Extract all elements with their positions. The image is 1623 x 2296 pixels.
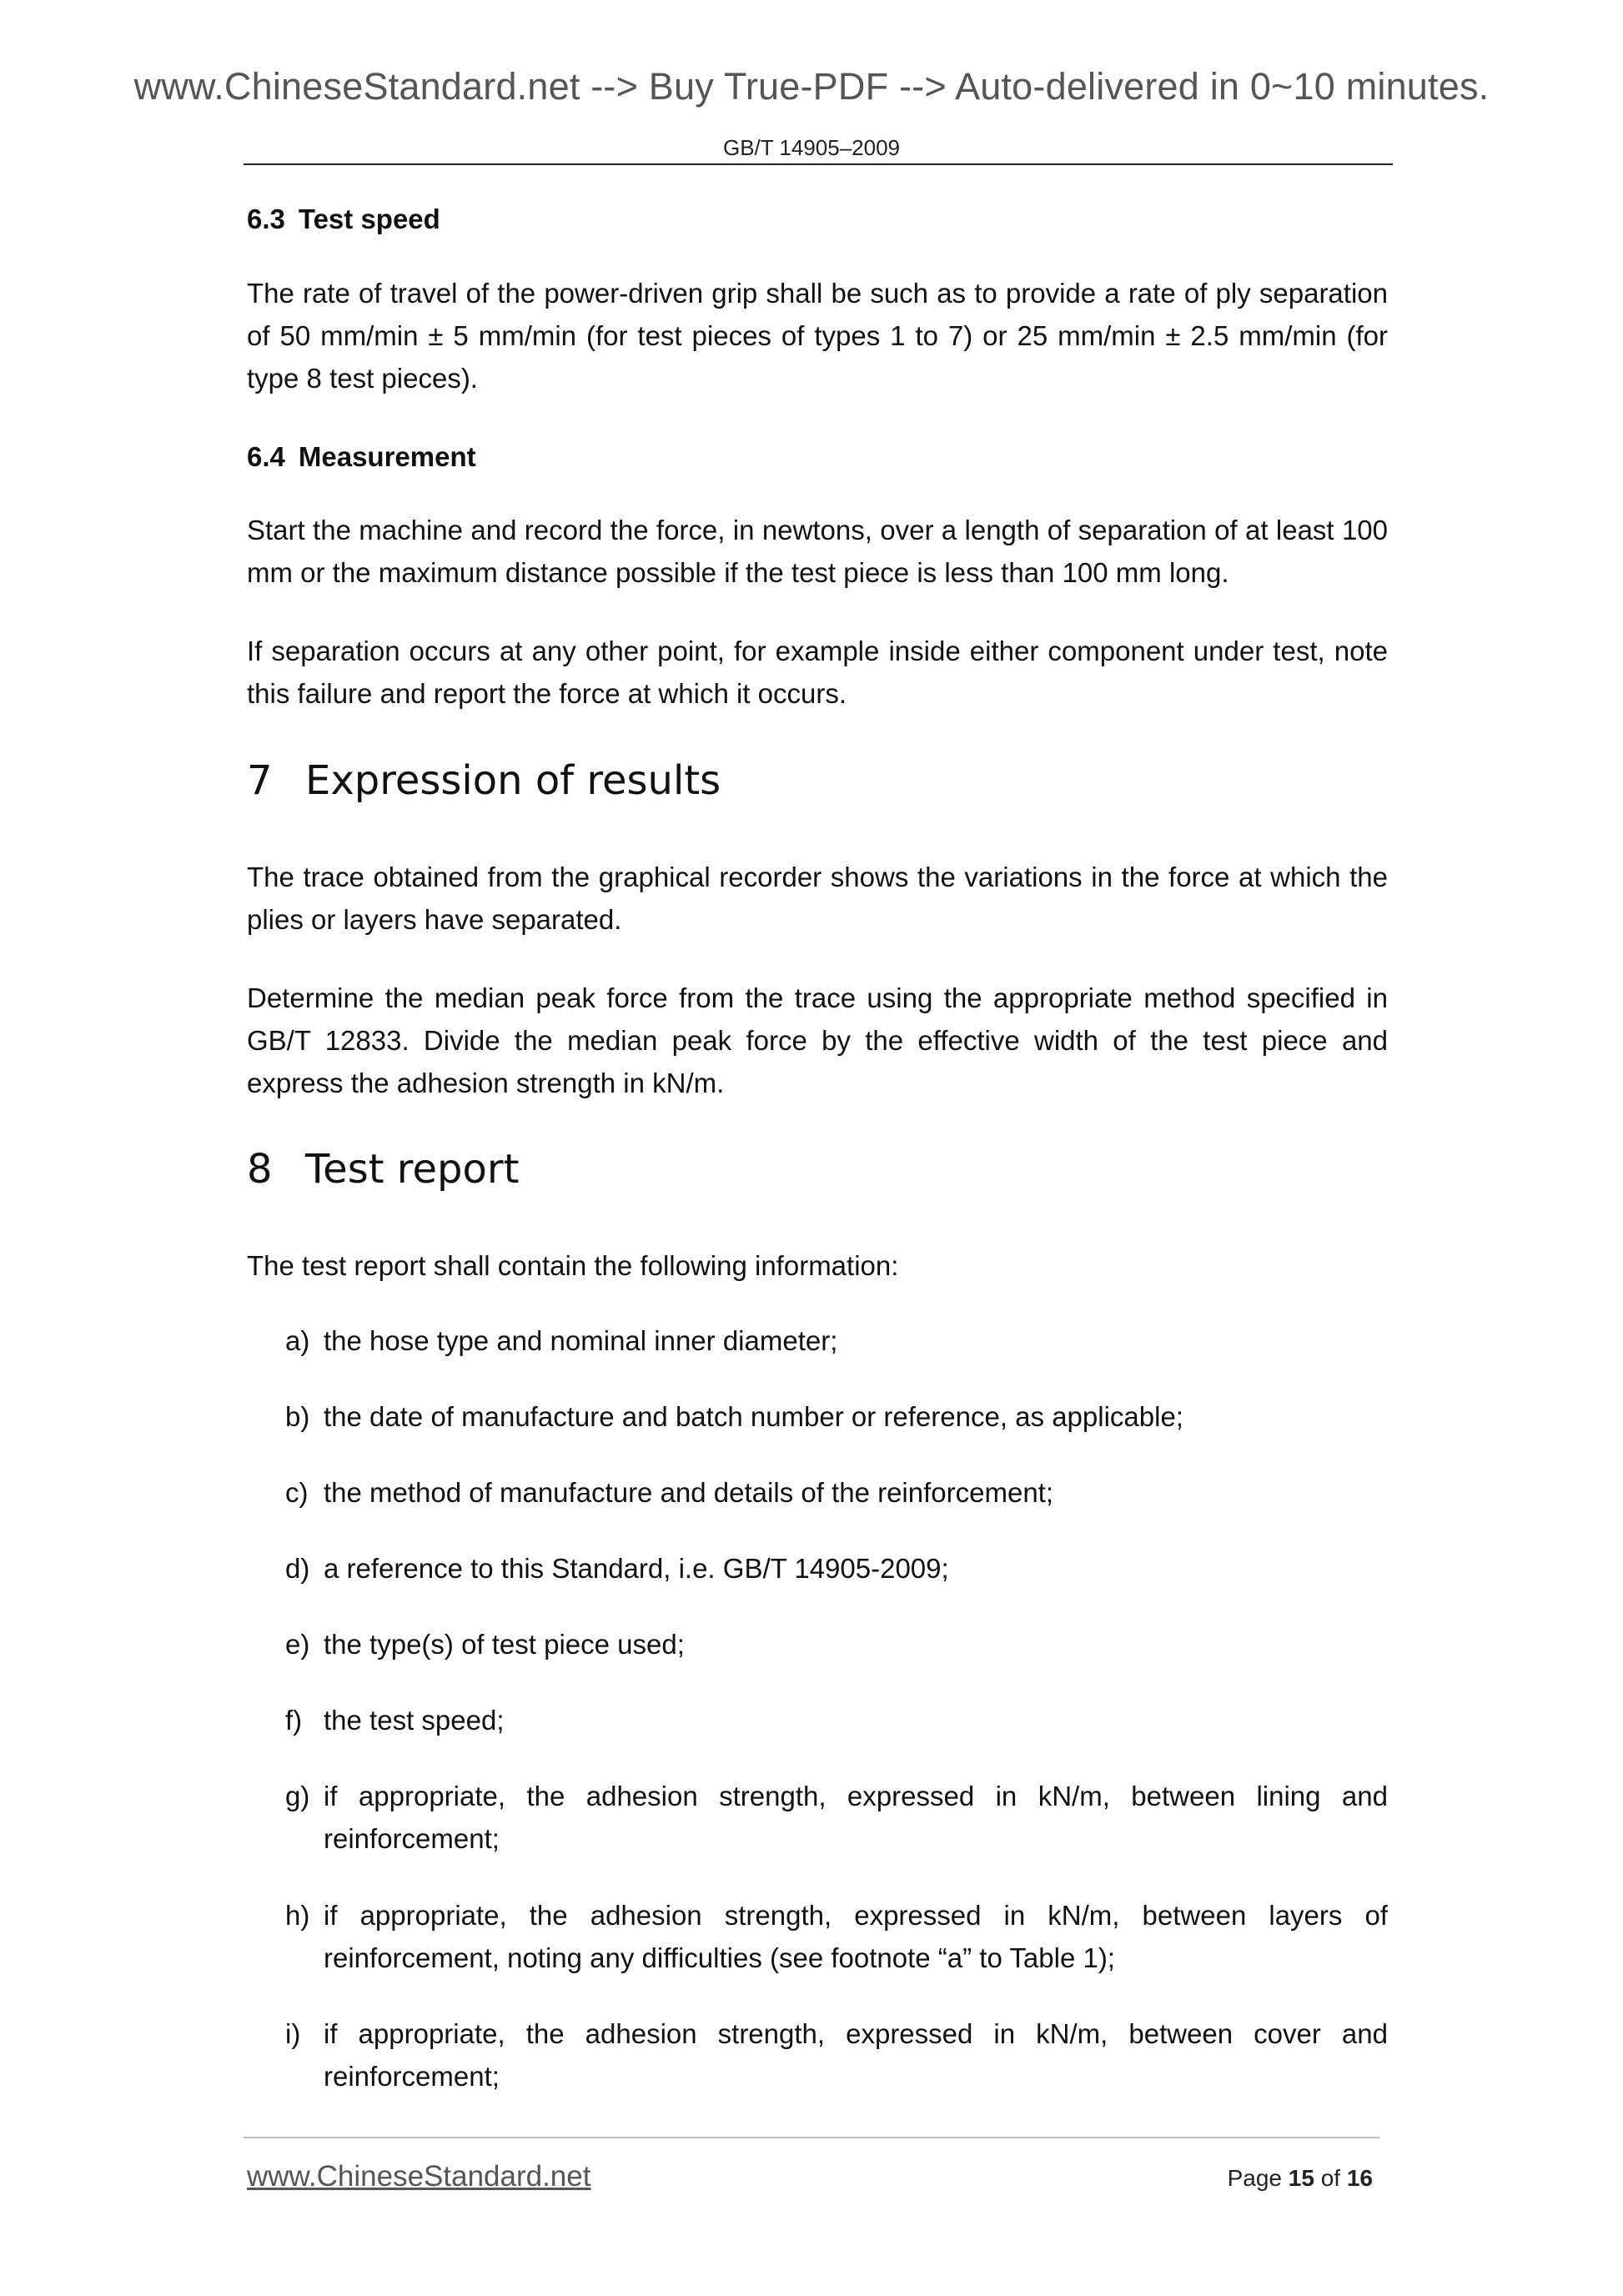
list-marker: c) xyxy=(285,1477,309,1508)
page-of: of xyxy=(1320,2165,1341,2191)
page-total: 16 xyxy=(1346,2165,1373,2191)
list-item xyxy=(285,1894,1388,1979)
page-number xyxy=(1228,2165,1373,2192)
list-item xyxy=(285,1395,1388,1438)
section-title: Measurement xyxy=(298,441,476,472)
section-6-3-heading xyxy=(247,203,1388,236)
list-item xyxy=(285,1699,1388,1741)
header-divider xyxy=(244,163,1393,165)
paragraph: The rate of travel of the power-driven grip shall be such as to provide a rate of ply separation of 50 mm/min ± 5 mm/min (for test pieces of types 1 to 7) or 25 mm/min ± 2.5 mm/min (for type 8 test pieces). xyxy=(247,278,1388,394)
section-6-4-heading xyxy=(247,440,1388,474)
list-text: the hose type and nominal inner diameter; xyxy=(324,1325,838,1356)
list-item xyxy=(285,1471,1388,1514)
page-label: Page xyxy=(1227,2165,1282,2191)
section-7-paragraph-2 xyxy=(247,977,1388,1104)
section-number: 7 xyxy=(247,757,273,804)
list-text: a reference to this Standard, i.e. GB/T 14905-2009; xyxy=(324,1553,949,1584)
footer-link[interactable]: www.ChineseStandard.net xyxy=(247,2160,591,2193)
list-text: the test speed; xyxy=(324,1705,505,1736)
list-marker: h) xyxy=(285,1900,310,1931)
list-marker: i) xyxy=(285,2018,301,2049)
list-item xyxy=(285,1547,1388,1590)
list-item xyxy=(285,2012,1388,2098)
list-item xyxy=(285,1623,1388,1665)
list-text: the type(s) of test piece used; xyxy=(324,1629,685,1660)
section-6-4-paragraph-2 xyxy=(247,630,1388,715)
list-item xyxy=(285,1319,1388,1362)
list-text: if appropriate, the adhesion strength, expressed in kN/m, between layers of reinforcement, noting any difficulties (see footnote “a” to Table 1); xyxy=(324,1900,1388,1973)
list-text: the date of manufacture and batch number or reference, as applicable; xyxy=(324,1401,1183,1432)
page-current: 15 xyxy=(1288,2165,1314,2191)
section-number: 6.4 xyxy=(247,441,285,472)
paragraph: The trace obtained from the graphical recorder shows the variations in the force at which the plies or layers have separated. xyxy=(247,862,1388,935)
section-number: 8 xyxy=(247,1146,273,1193)
section-8-heading xyxy=(247,1144,1388,1194)
list-text: if appropriate, the adhesion strength, expressed in kN/m, between lining and reinforcement; xyxy=(324,1781,1388,1854)
section-8-intro xyxy=(247,1244,1388,1287)
section-title: Test speed xyxy=(298,203,440,234)
section-number: 6.3 xyxy=(247,203,285,234)
banner-link[interactable]: www.ChineseStandard.net --> Buy True-PDF --> Auto-delivered in 0~10 minutes. xyxy=(133,65,1490,108)
section-6-4-paragraph-1 xyxy=(247,509,1388,594)
list-text: if appropriate, the adhesion strength, expressed in kN/m, between cover and reinforcement; xyxy=(324,2018,1388,2092)
list-marker: a) xyxy=(285,1325,310,1356)
list-marker: e) xyxy=(285,1629,310,1660)
paragraph: The test report shall contain the following information: xyxy=(247,1250,899,1281)
list-marker: f) xyxy=(285,1705,303,1736)
list-marker: d) xyxy=(285,1553,310,1584)
paragraph: If separation occurs at any other point, for example inside either component under test, note this failure and report the force at which it occurs. xyxy=(247,636,1388,709)
list-text: the method of manufacture and details of the reinforcement; xyxy=(324,1477,1054,1508)
paragraph: Start the machine and record the force, in newtons, over a length of separation of at least 100 mm or the maximum distance possible if the test piece is less than 100 mm long. xyxy=(247,515,1388,588)
section-title: Expression of results xyxy=(305,757,721,804)
section-7-paragraph-1 xyxy=(247,856,1388,941)
section-7-heading xyxy=(247,756,1388,806)
footer-divider xyxy=(244,2137,1379,2138)
list-item xyxy=(285,1775,1388,1860)
list-marker: g) xyxy=(285,1781,310,1811)
paragraph: Determine the median peak force from the trace using the appropriate method specified in GB/T 12833. Divide the median peak force by the effective width of the test piece and express the adhesion strength in kN/m. xyxy=(247,982,1388,1098)
section-title: Test report xyxy=(305,1146,520,1193)
section-6-3-paragraph xyxy=(247,272,1388,399)
document-code: GB/T 14905–2009 xyxy=(722,135,901,160)
list-marker: b) xyxy=(285,1401,310,1432)
